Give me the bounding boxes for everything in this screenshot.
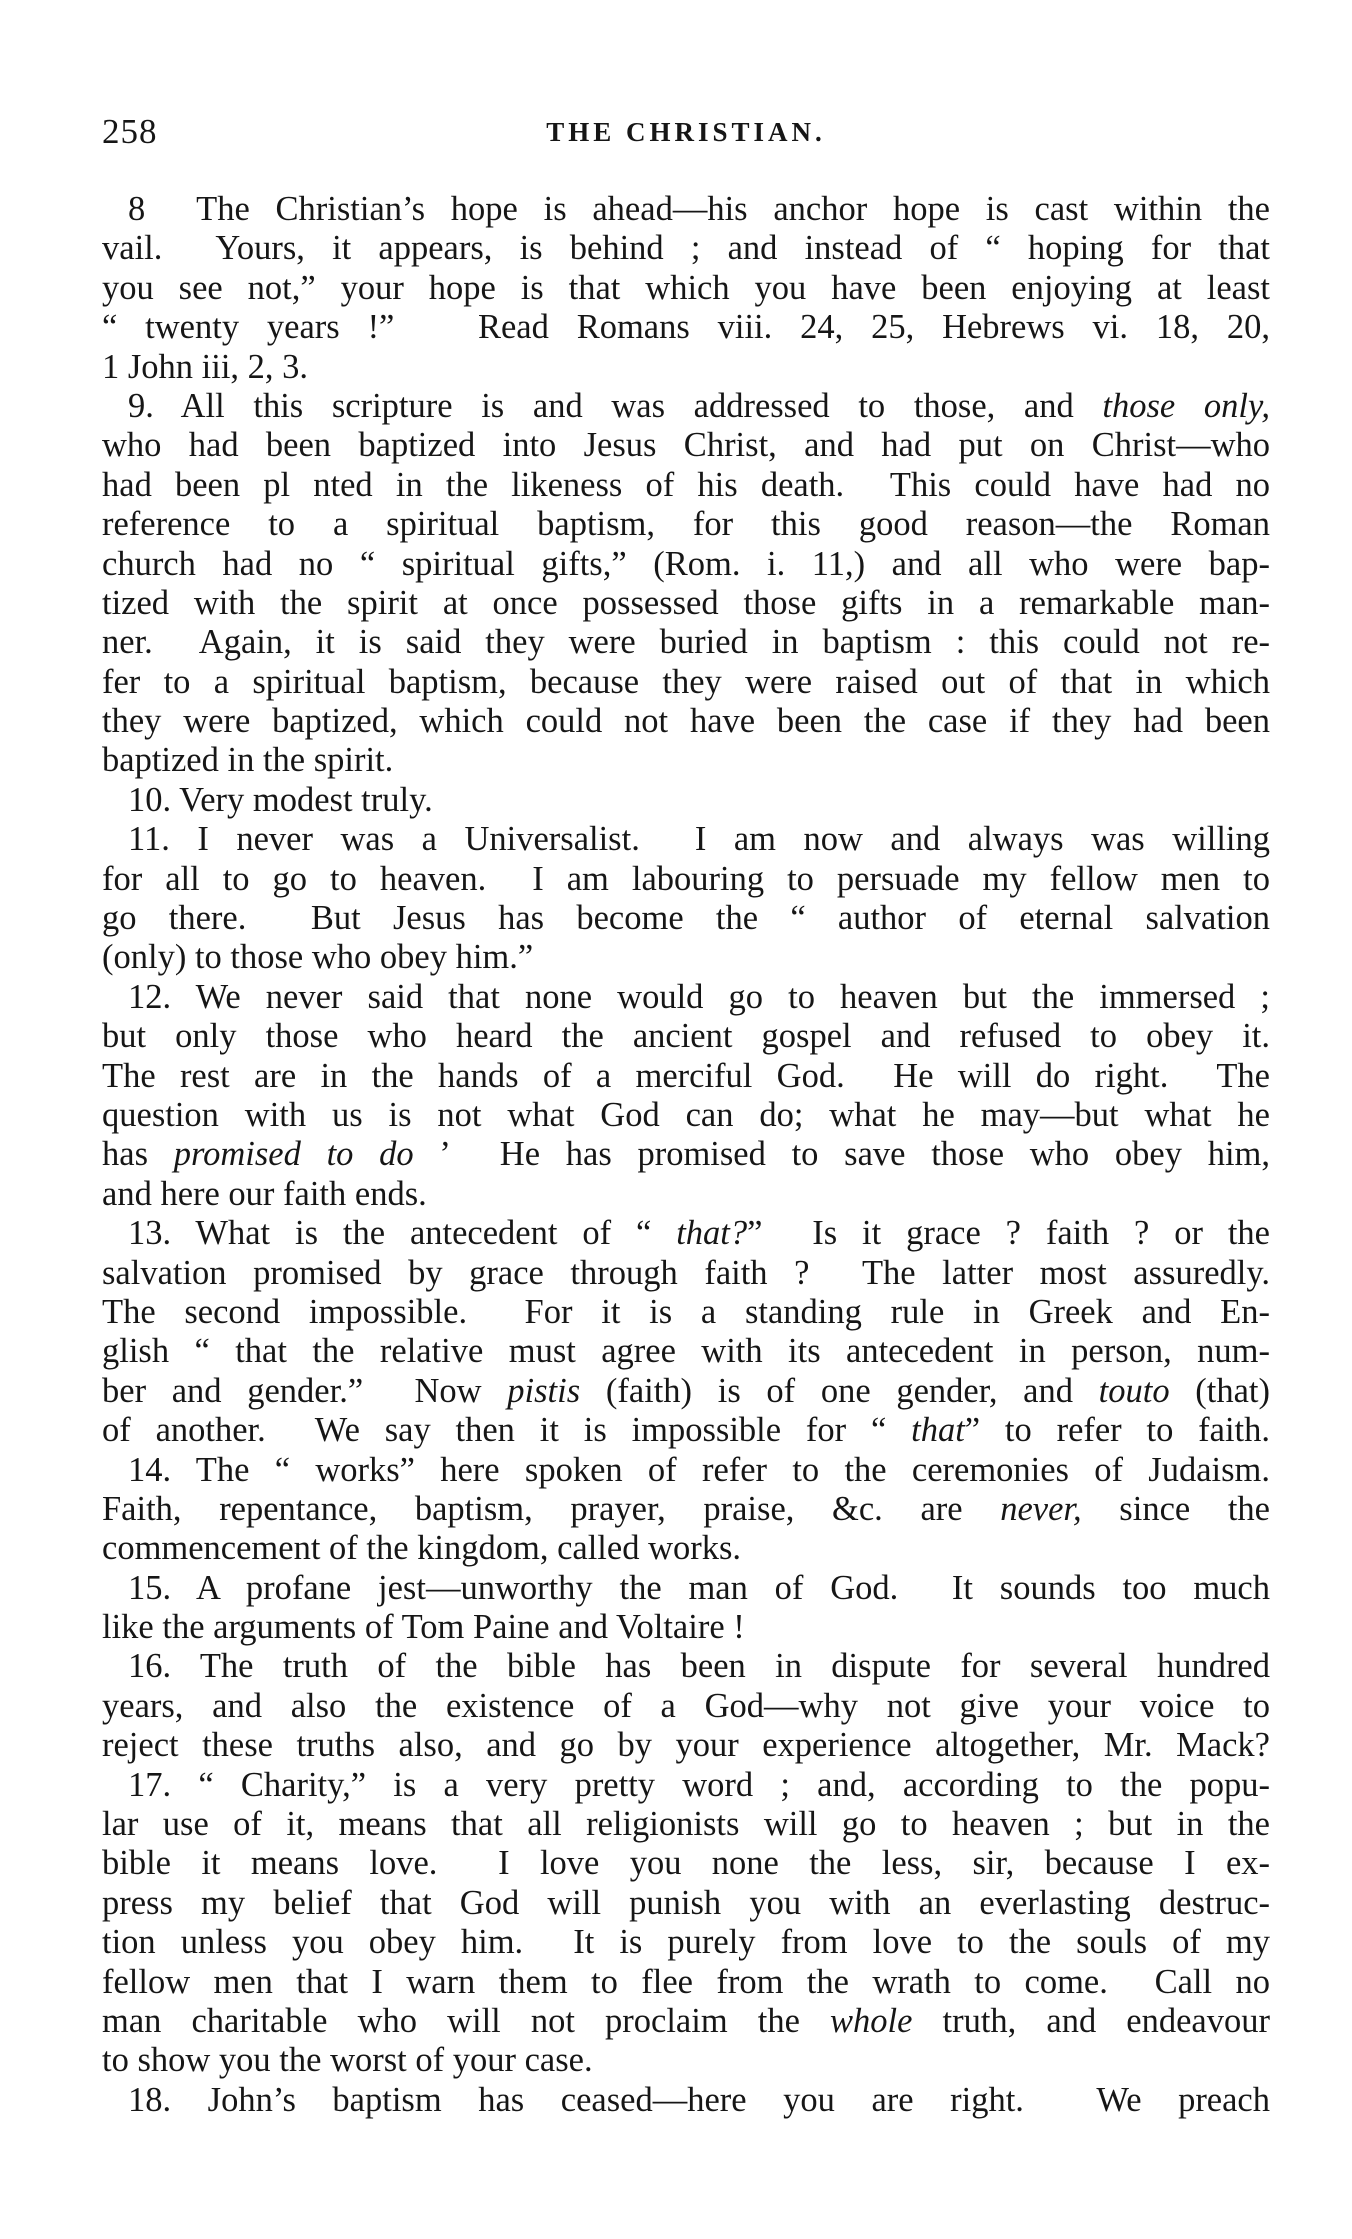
text-run: has	[102, 1135, 174, 1174]
text-run: you see not,” your hope is that which you have been enjoying at least	[102, 268, 1270, 307]
text-run: 1 John iii, 2, 3.	[102, 347, 309, 386]
text-line	[102, 1135, 1270, 1174]
text-line	[102, 702, 1270, 741]
body-text	[102, 190, 1270, 2120]
text-run: commencement of the kingdom, called works.	[102, 1529, 742, 1568]
running-head: THE CHRISTIAN.	[546, 117, 826, 147]
text-line	[102, 1096, 1270, 1135]
text-line	[102, 1451, 1270, 1490]
text-run: 12. We never said that none would go to heaven but the immersed ;	[128, 977, 1270, 1016]
text-run: years, and also the existence of a God—why not give your voice to	[102, 1686, 1270, 1725]
text-run: ber and gender.” Now	[102, 1371, 508, 1410]
text-line	[102, 1293, 1270, 1332]
text-line	[102, 2081, 1270, 2120]
text-run: vail. Yours, it appears, is behind ; and instead of “ hoping for that	[102, 229, 1270, 268]
text-line	[102, 1726, 1270, 1765]
text-line	[102, 1687, 1270, 1726]
text-run: 16. The truth of the bible has been in dispute for several hundred	[128, 1647, 1270, 1686]
text-run: 11. I never was a Universalist. I am now and always was willing	[128, 820, 1270, 859]
text-line	[102, 190, 1270, 229]
text-run: and here our faith ends.	[102, 1174, 427, 1213]
italic-text: those only,	[1102, 386, 1270, 425]
text-run: ’ He has promised to save those who obey him,	[413, 1135, 1270, 1174]
text-run: like the arguments of Tom Paine and Voltaire !	[102, 1608, 745, 1647]
text-line	[102, 663, 1270, 702]
text-line	[102, 781, 1270, 820]
italic-text: whole	[830, 2001, 913, 2040]
text-line	[102, 348, 1270, 387]
text-line	[102, 545, 1270, 584]
text-run: press my belief that God will punish you with an everlasting destruc-	[102, 1883, 1270, 1922]
text-run: ” to refer to faith.	[964, 1411, 1271, 1450]
text-line	[102, 1332, 1270, 1371]
text-line	[102, 1805, 1270, 1844]
text-line	[102, 466, 1270, 505]
text-run: church had no “ spiritual gifts,” (Rom. i. 11,) and all who were bap-	[102, 544, 1270, 583]
text-line	[102, 308, 1270, 347]
text-line	[102, 229, 1270, 268]
text-line	[102, 1923, 1270, 1962]
text-run: (that)	[1169, 1371, 1270, 1410]
text-run: fer to a spiritual baptism, because they were raised out of that in which	[102, 662, 1270, 701]
text-line	[102, 269, 1270, 308]
text-line	[102, 1569, 1270, 1608]
page-number: 258	[102, 112, 158, 151]
text-run: question with us is not what God can do; what he may—but what he	[102, 1095, 1270, 1134]
text-line	[102, 978, 1270, 1017]
italic-text: that	[911, 1411, 965, 1450]
text-run: reject these truths also, and go by your experience altogether, Mr. Mack?	[102, 1726, 1270, 1765]
text-run: since the	[1081, 1489, 1270, 1528]
text-run: baptized in the spirit.	[102, 741, 394, 780]
text-run: had been pl nted in the likeness of his death. This could have had no	[102, 465, 1270, 504]
text-run: (only) to those who obey him.”	[102, 938, 534, 977]
text-run: 10. Very modest truly.	[128, 780, 433, 819]
text-line	[102, 820, 1270, 859]
text-run: 9. All this scripture is and was addressed to those, and	[128, 386, 1103, 425]
page-header	[102, 108, 1270, 156]
text-line	[102, 1372, 1270, 1411]
italic-text: touto	[1098, 1371, 1170, 1410]
text-run: reference to a spiritual baptism, for this good reason—the Roman	[102, 505, 1270, 544]
text-run: ” Is it grace ? faith ? or the	[747, 1214, 1270, 1253]
text-run: man charitable who will not proclaim the	[102, 2001, 830, 2040]
text-run: bible it means love. I love you none the less, sir, because I ex-	[102, 1844, 1270, 1883]
text-run: to show you the worst of your case.	[102, 2041, 593, 2080]
italic-text: pistis	[507, 1371, 581, 1410]
text-run: Faith, repentance, baptism, prayer, praise, &c. are	[102, 1489, 1001, 1528]
text-line	[102, 1175, 1270, 1214]
text-line	[102, 2002, 1270, 2041]
text-line	[102, 1647, 1270, 1686]
text-line	[102, 1017, 1270, 1056]
text-run: for all to go to heaven. I am labouring to persuade my fellow men to	[102, 859, 1270, 898]
text-run: tion unless you obey him. It is purely from love to the souls of my	[102, 1923, 1270, 1962]
text-run: tized with the spirit at once possessed those gifts in a remarkable man-	[102, 583, 1270, 622]
text-line	[102, 741, 1270, 780]
text-line	[102, 2041, 1270, 2080]
text-line	[102, 623, 1270, 662]
text-run: The second impossible. For it is a standing rule in Greek and En-	[102, 1292, 1270, 1331]
italic-text: never,	[1000, 1489, 1082, 1528]
text-line	[102, 860, 1270, 899]
text-line	[102, 387, 1270, 426]
text-run: 14. The “ works” here spoken of refer to the ceremonies of Judaism.	[128, 1450, 1270, 1489]
italic-text: that?	[676, 1214, 748, 1253]
text-line	[102, 584, 1270, 623]
text-run: 18. John’s baptism has ceased—here you are right. We preach	[128, 2080, 1270, 2119]
text-line	[102, 1844, 1270, 1883]
text-run: salvation promised by grace through faith ? The latter most assuredly.	[102, 1253, 1270, 1292]
text-run: 15. A profane jest—unworthy the man of God. It sounds too much	[128, 1568, 1270, 1607]
text-line	[102, 938, 1270, 977]
text-run: but only those who heard the ancient gospel and refused to obey it.	[102, 1017, 1270, 1056]
text-run: ner. Again, it is said they were buried in baptism : this could not re-	[102, 623, 1270, 662]
text-run: lar use of it, means that all religionists will go to heaven ; but in the	[102, 1805, 1270, 1844]
text-line	[102, 1884, 1270, 1923]
text-run: 17. “ Charity,” is a very pretty word ; and, according to the popu-	[128, 1765, 1270, 1804]
text-line	[102, 1214, 1270, 1253]
text-line	[102, 1057, 1270, 1096]
text-line	[102, 1608, 1270, 1647]
text-line	[102, 1254, 1270, 1293]
italic-text: promised to do	[173, 1135, 414, 1174]
text-line	[102, 505, 1270, 544]
text-run: go there. But Jesus has become the “ author of eternal salvation	[102, 899, 1270, 938]
text-line	[102, 1963, 1270, 2002]
text-run: fellow men that I warn them to flee from the wrath to come. Call no	[102, 1962, 1270, 2001]
text-line	[102, 1766, 1270, 1805]
text-run: 13. What is the antecedent of “	[128, 1214, 677, 1253]
text-run: truth, and endeavour	[912, 2001, 1270, 2040]
text-line	[102, 1529, 1270, 1568]
text-run: 8 The Christian’s hope is ahead—his anchor hope is cast within the	[128, 190, 1270, 228]
text-line	[102, 1490, 1270, 1529]
text-run: (faith) is of one gender, and	[580, 1371, 1099, 1410]
text-run: they were baptized, which could not have been the case if they had been	[102, 702, 1270, 741]
text-run: “ twenty years !” Read Romans viii. 24, 25, Hebrews vi. 18, 20,	[102, 308, 1270, 347]
text-run: who had been baptized into Jesus Christ, and had put on Christ—who	[102, 426, 1270, 465]
text-line	[102, 899, 1270, 938]
text-line	[102, 1411, 1270, 1450]
text-run: of another. We say then it is impossible for “	[102, 1411, 912, 1450]
text-run: The rest are in the hands of a merciful God. He will do right. The	[102, 1056, 1270, 1095]
text-run: glish “ that the relative must agree with its antecedent in person, num-	[102, 1332, 1270, 1371]
text-line	[102, 426, 1270, 465]
